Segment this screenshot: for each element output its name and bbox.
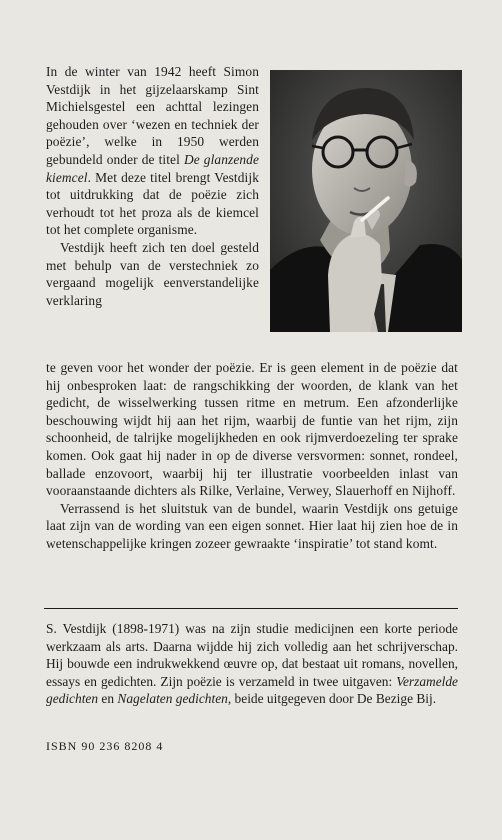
main-column (46, 359, 458, 553)
book-title-collected-poems: Verzamelde gedichten (46, 673, 458, 707)
author-portrait (270, 70, 462, 332)
author-biography (46, 620, 458, 708)
paragraph-aim-continued: te geven voor het wonder der poëzie. Er is geen element in de poëzie dat hij onbesproken laat: de rangschikking der woorden, de klank van het gedicht, de wisselwerking tussen ritme en metrum. Een afzonderlijke beschouwing wijdt hij aan het rijm, waarbij de funtie van het rijm, zijn schoonheid, de talrijke mogelijkheden en ook rijmverdoezeling ter sprake komen. Ook gaat hij nader in op de diverse versvormen: sonnet, rondeel, ballade enzovoort, waarbij hij ter illustratie voorbeelden inlast van vooraanstaande dichters als Rilke, Verlaine, Verwey, Slauerhoff en Nijhoff. (46, 360, 458, 499)
book-title-reference: De glanzende kiemcel (46, 151, 259, 185)
bio-text-mid: en (98, 691, 118, 707)
paragraph-conclusion: Verrassend is het sluitstuk van de bundel, waarin Vestdijk ons getuige laat zijn van de wording van een eigen sonnet. Hier laat hij zien hoe de in wetenschappelijke kringen zozeer gewraakte ‘inspiratie’ tot stand komt. (46, 500, 458, 551)
paragraph-intro (46, 63, 259, 239)
book-title-posthumous-poems: Nagelaten gedichten (117, 691, 228, 707)
divider (44, 608, 458, 609)
paragraph-aim: Vestdijk heeft zich ten doel gesteld met behulp van de verstechniek zo vergaand mogelijk eenverstandelijke verklaring (46, 239, 259, 308)
intro-text: In de winter van 1942 heeft Simon Vestdijk in het gijzelaarskamp Sint Michielsgestel een achttal lezingen gehouden over ‘wezen en techniek der poëzie’, welke in 1950 werden gebundeld onder de titel (46, 64, 259, 167)
isbn-number: ISBN 90 236 8208 4 (46, 739, 164, 753)
bio-text: S. Vestdijk (1898-1971) was na zijn studie medicijnen een korte periode werkzaam als arts. Daarna wijdde hij zich volledig aan het schrijverschap. Hij bouwde een indrukwekkend œuvre op, dat bestaat uit romans, novellen, essays en gedichten. Zijn poëzie is verzameld in twee uitgaven: (46, 621, 458, 689)
intro-column (46, 63, 259, 309)
intro-text-end: . Met deze titel brengt Vestdijk tot uitdrukking dat de poëzie zich verhoudt tot het proza als de kiemcel tot het complete organisme. (46, 169, 259, 238)
bio-text-end: , beide uitgegeven door De Bezige Bij. (227, 691, 437, 707)
